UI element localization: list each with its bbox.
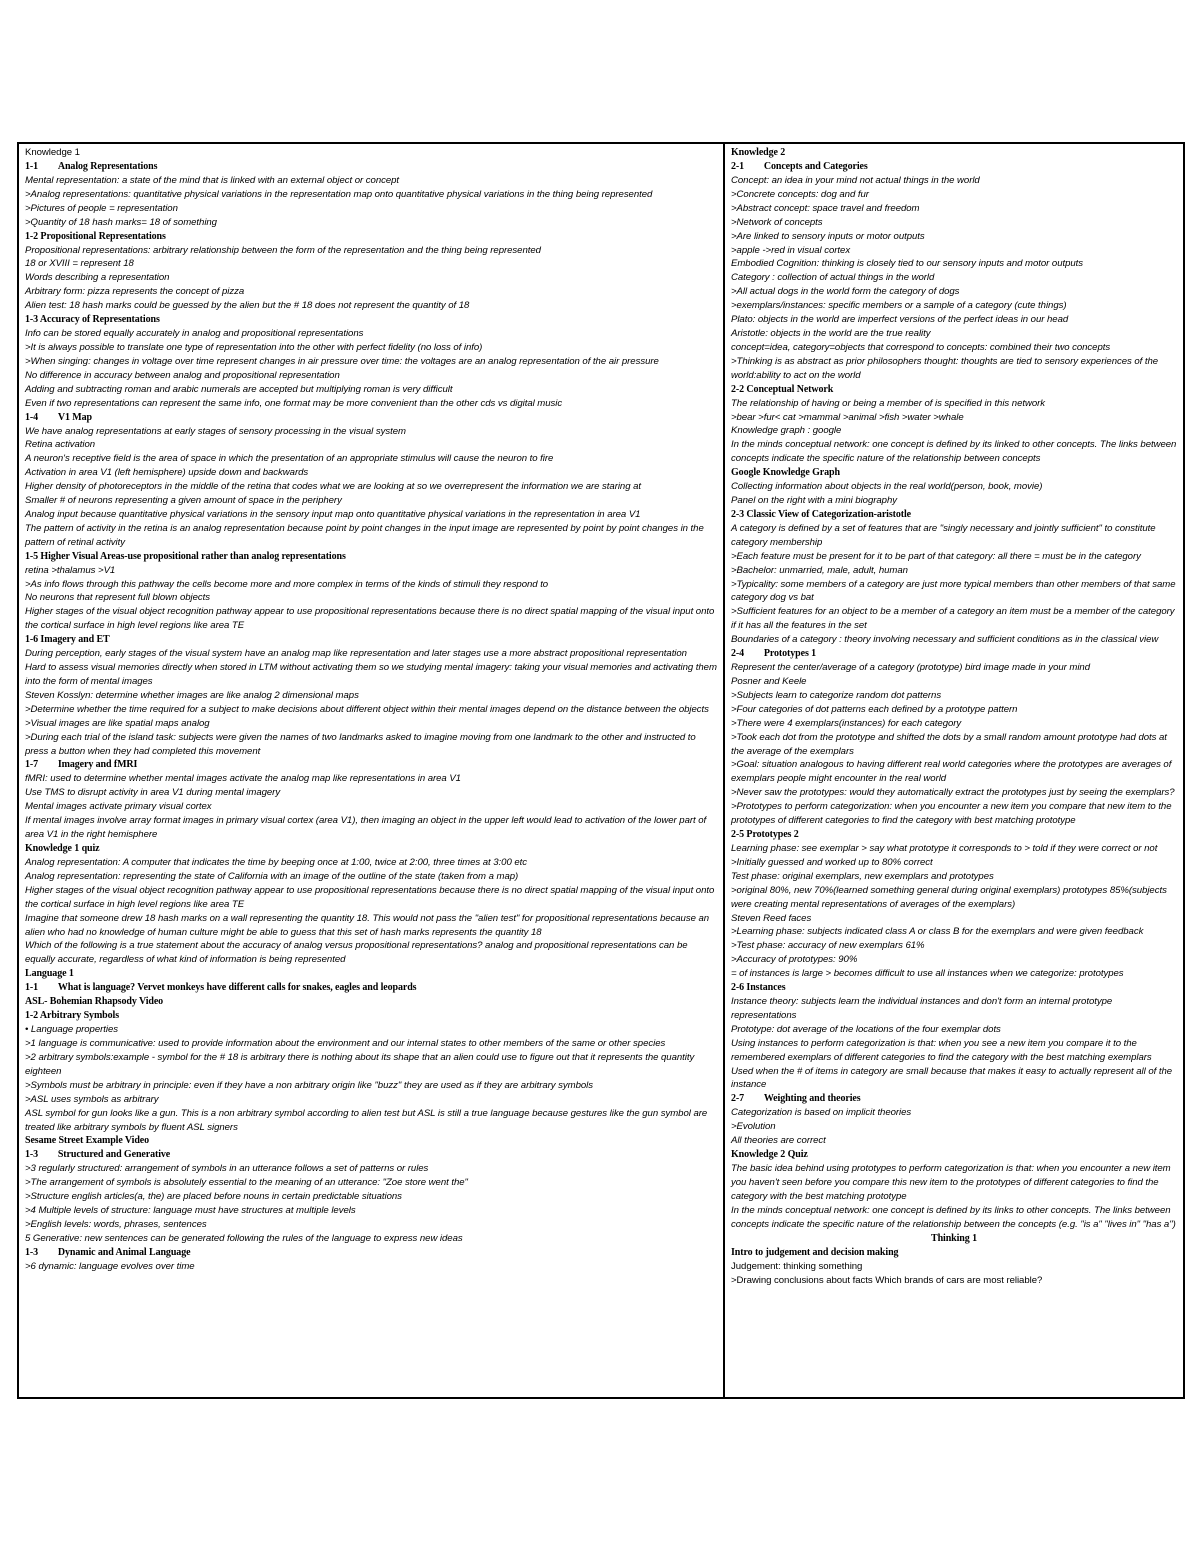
note-line: In the minds conceptual network: one concept is defined by its linked to other concepts. The links between concepts indicate the specific nature of the relationship between concepts <box>731 439 1177 465</box>
note-line: >bear >fur< cat >mammal >animal >fish >water >whale <box>731 411 964 423</box>
note-line: Represent the center/average of a category (prototype) bird image made in your mind <box>731 662 1091 674</box>
note-line: >English levels: words, phrases, sentences <box>25 1219 207 1231</box>
note-line: >Are linked to sensory inputs or motor outputs <box>731 230 925 242</box>
section-heading: Knowledge 2 Quiz <box>731 1149 808 1161</box>
section-heading: Sesame Street Example Video <box>25 1135 150 1147</box>
note-line: >6 dynamic: language evolves over time <box>25 1260 195 1272</box>
note-line: >During each trial of the island task: subjects were given the names of two landmarks asked to imagine moving from one landmark to the other and instructed to press a button when they had completed this movement <box>25 731 696 757</box>
note-line: Activation in area V1 (left hemisphere) upside down and backwards <box>25 467 309 479</box>
note-line: Adding and subtracting roman and arabic numerals are accepted but multiplying roman is very difficult <box>25 383 453 395</box>
section-heading: Thinking 1 <box>931 1232 977 1244</box>
note-line: Categorization is based on implicit theories <box>731 1107 912 1119</box>
note-line: Which of the following is a true statement about the accuracy of analog versus propositional representations? analog and propositional representations can be equally accurate, regardless of what kind of information is being represented <box>25 940 688 966</box>
section-heading: 1-3 Structured and Generative <box>25 1149 171 1161</box>
section-heading: 1-3 Accuracy of Representations <box>25 314 160 326</box>
note-line: fMRI: used to determine whether mental images activate the analog map like representations in area V1 <box>25 773 461 785</box>
note-line: >2 arbitrary symbols:example - symbol for the # 18 is arbitrary there is nothing about its shape that an alien could use to figure out that it represents the quantity eighteen <box>25 1052 695 1077</box>
note-line: Using instances to perform categorization is that: when you see a new item you compare it to the remembered exemplars of different categories to find the category with the best matching exemplars <box>731 1037 1152 1063</box>
note-line: 5 Generative: new sentences can be generated following the rules of the language to express new ideas <box>25 1233 463 1244</box>
note-line: >It is always possible to translate one type of representation into the other with perfect fidelity (no loss of info) <box>25 341 483 353</box>
section-heading: 1-3 Dynamic and Animal Language <box>25 1246 191 1258</box>
note-line: Panel on the right with a mini biography <box>731 495 897 507</box>
notes-sheet <box>17 142 1185 1399</box>
note-line: Steven Reed faces <box>731 912 812 924</box>
note-line: >Network of concepts <box>731 216 823 228</box>
note-line: >Four categories of dot patterns each defined by a prototype pattern <box>731 703 1018 715</box>
note-line: Retina activation <box>25 439 96 451</box>
section-heading: 2-5 Prototypes 2 <box>731 828 799 840</box>
section-heading: 2-2 Conceptual Network <box>731 383 834 395</box>
note-line: >Goal: situation analogous to having different real world categories where the prototypes are averages of exemplars people might encounter in the real world <box>731 759 1172 785</box>
note-line: Propositional representations: arbitrary relationship between the form of the representation and the thing being represented <box>25 244 541 256</box>
note-line: >Sufficient features for an object to be a member of a category an item must be a member of the category if it has all the features in the set <box>731 606 1175 632</box>
note-line: >Subjects learn to categorize random dot patterns <box>731 689 942 701</box>
note-line: >Thinking is as abstract as prior philosophers thought: thoughts are tied to sensory experiences of the world:ability to act on the world <box>731 355 1159 381</box>
note-line: >Learning phase: subjects indicated class A or class B for the exemplars and were given feedback <box>731 926 1144 938</box>
note-line: >4 Multiple levels of structure: language must have structures at multiple levels <box>25 1205 356 1217</box>
section-heading: 1-1 What is language? Vervet monkeys have different calls for snakes, eagles and leopards <box>25 982 417 994</box>
note-line: >Evolution <box>731 1121 776 1133</box>
note-line: >Abstract concept: space travel and freedom <box>731 202 920 214</box>
section-heading: ASL- Bohemian Rhapsody Video <box>25 996 164 1008</box>
note-line: >There were 4 exemplars(instances) for each category <box>731 717 962 729</box>
section-heading: 2-6 Instances <box>731 982 786 994</box>
note-line: Even if two representations can represent the same info, one format may be more convenient than the other cds vs digital music <box>25 397 563 409</box>
note-line: >Concrete concepts: dog and fur <box>731 188 869 200</box>
note-line: Higher stages of the visual object recognition pathway appear to use propositional representations because there is no direct spatial mapping of the visual input onto the cortical surface in high level regions like area TE <box>25 606 715 632</box>
right-column <box>725 144 1183 1397</box>
note-line: >Typicality: some members of a category are just more typical members than other members of that same category dog vs bat <box>731 578 1176 604</box>
note-line: >Structure english articles(a, the) are placed before nouns in certain predictable situations <box>25 1191 402 1203</box>
note-line: Learning phase: see exemplar > say what prototype it corresponds to > told if they were correct or not <box>731 842 1158 854</box>
note-line: ASL symbol for gun looks like a gun. This is a non arbitrary symbol according to alien test but ASL is still a true language because gestures like the gun symbol are treated like arbitrary symbols by fluent ASL signers <box>25 1107 708 1133</box>
note-line: >Prototypes to perform categorization: when you encounter a new item you compare that new item to the prototypes of different categories to find the category with best matching prototype <box>731 801 1172 827</box>
note-line: >Analog representations: quantitative physical variations in the representation map onto quantitative physical variations in the thing being represented <box>25 188 653 200</box>
note-line: • Language properties <box>25 1024 118 1036</box>
note-line: Info can be stored equally accurately in analog and propositional representations <box>25 328 364 340</box>
note-line: >Each feature must be present for it to be part of that category: all there = must be in the category <box>731 550 1141 562</box>
section-heading: Language 1 <box>25 968 74 980</box>
note-line: >original 80%, new 70%(learned something general during original exemplars) prototypes 85%(subjects were creating mental representations of averages of the exemplars) <box>731 884 1167 910</box>
note-line: Boundaries of a category : theory involving necessary and sufficient conditions as in the classical view <box>731 634 1159 646</box>
note-line: Higher density of photoreceptors in the middle of the retina that codes what we are looking at so we overrepresent the information we are staring at <box>25 481 642 493</box>
note-line: >Accuracy of prototypes: 90% <box>731 954 858 966</box>
note-line: Knowledge 1 <box>25 147 80 158</box>
note-line: 18 or XVIII = represent 18 <box>25 258 134 270</box>
note-line: >Never saw the prototypes: would they automatically extract the prototypes just by seeing the exemplars? <box>731 787 1175 799</box>
section-heading: 1-7 Imagery and fMRI <box>25 759 138 771</box>
section-heading: Knowledge 2 <box>731 147 786 158</box>
note-line: >3 regularly structured: arrangement of symbols in an utterance follows a set of patterns or rules <box>25 1163 429 1175</box>
section-heading: 1-6 Imagery and ET <box>25 634 110 646</box>
section-heading: 2-7 Weighting and theories <box>731 1093 861 1105</box>
note-line: The basic idea behind using prototypes to perform categorization is that: when you encounter a new item you haven't seen before you compare this new item to the prototypes of different categories to find the category with the best matching prototype <box>731 1163 1171 1202</box>
note-line: Judgement: thinking something <box>731 1260 863 1272</box>
note-line: No difference in accuracy between analog and propositional representation <box>25 369 340 381</box>
note-line: A category is defined by a set of features that are "singly necessary and jointly sufficient" to constitute category membership <box>731 522 1156 548</box>
note-line: Collecting information about objects in the real world(person, book, movie) <box>731 481 1043 493</box>
note-line: >Visual images are like spatial maps analog <box>25 717 210 729</box>
note-line: >exemplars/instances: specific members or a sample of a category (cute things) <box>731 300 1067 312</box>
note-line: concept=idea, category=objects that correspond to concepts: combined their two concepts <box>731 341 1111 353</box>
section-heading: 1-1 Analog Representations <box>25 160 158 172</box>
note-line: >apple ->red in visual cortex <box>731 244 851 256</box>
note-line: Use TMS to disrupt activity in area V1 during mental imagery <box>25 787 281 799</box>
note-line: Embodied Cognition: thinking is closely tied to our sensory inputs and motor outputs <box>731 258 1084 270</box>
section-heading: 2-1 Concepts and Categories <box>731 161 868 172</box>
note-line: The relationship of having or being a member of is specified in this network <box>731 397 1046 409</box>
section-heading: 2-4 Prototypes 1 <box>731 648 817 660</box>
note-line: Analog input because quantitative physical variations in the sensory input map onto quantitative physical variations in the representation in area V1 <box>25 508 641 520</box>
section-heading: 1-2 Propositional Representations <box>25 230 166 242</box>
note-line: Alien test: 18 hash marks could be guessed by the alien but the # 18 does not represent the quantity of 18 <box>25 300 470 312</box>
note-line: Smaller # of neurons representing a given amount of space in the periphery <box>25 495 342 507</box>
note-line: >ASL uses symbols as arbitrary <box>25 1093 159 1105</box>
section-heading: 1-5 Higher Visual Areas-use propositional rather than analog representations <box>25 550 346 562</box>
note-line: All theories are correct <box>731 1135 826 1147</box>
note-line: >Drawing conclusions about facts Which brands of cars are most reliable? <box>731 1274 1043 1286</box>
note-line: Higher stages of the visual object recognition pathway appear to use propositional representations because there is no direct spatial mapping of the visual input onto the cortical surface in high level regions like area TE <box>25 884 715 910</box>
note-line: We have analog representations at early stages of sensory processing in the visual system <box>25 425 406 437</box>
note-line: Plato: objects in the world are imperfect versions of the perfect ideas in our head <box>731 314 1069 326</box>
note-line: >Determine whether the time required for a subject to make decisions about different object within their mental images depend on the distance between the objects <box>25 703 709 715</box>
note-line: Prototype: dot average of the locations of the four exemplar dots <box>731 1023 1001 1035</box>
note-line: Knowledge graph : google <box>731 425 842 437</box>
note-line: Mental images activate primary visual cortex <box>25 801 212 813</box>
note-line: Analog representation: representing the state of California with an image of the outline of the state (taken from a map) <box>25 870 519 882</box>
note-line: >When singing: changes in voltage over time represent changes in air pressure over time: the voltages are an analog representation of the air pressure <box>25 355 659 367</box>
note-line: Steven Kosslyn: determine whether images are like analog 2 dimensional maps <box>25 689 359 701</box>
note-line: Hard to assess visual memories directly when stored in LTM without activating them so we studying mental imagery: taking your visual memories and activating them into the form of mental images <box>25 662 717 687</box>
note-line: >Initially guessed and worked up to 80% correct <box>731 856 933 868</box>
note-line: Aristotle: objects in the world are the true reality <box>731 327 931 339</box>
note-line: No neurons that represent full blown objects <box>25 592 210 604</box>
note-line: During perception, early stages of the visual system have an analog map like representation and later stages use a more abstract propositional representation <box>25 648 687 660</box>
note-line: A neuron's receptive field is the area of space in which the presentation of an appropriate stimulus will cause the neuron to fire <box>25 453 554 465</box>
note-line: Mental representation: a state of the mind that is linked with an external object or concept <box>25 174 400 186</box>
note-line: retina >thalamus >V1 <box>25 564 116 576</box>
section-heading: Google Knowledge Graph <box>731 467 840 479</box>
note-line: Words describing a representation <box>25 272 170 284</box>
note-line: >All actual dogs in the world form the category of dogs <box>731 286 960 298</box>
section-heading: 2-3 Classic View of Categorization-aristotle <box>731 508 911 520</box>
note-line: Posner and Keele <box>731 676 807 687</box>
note-line: >Quantity of 18 hash marks= 18 of something <box>25 216 217 228</box>
section-heading: Intro to judgement and decision making <box>731 1246 899 1258</box>
note-line: In the minds conceptual network: one concept is defined by its links to other concepts. The links between concepts indicate the specific nature of the relationship between the concepts (e.g. "is a" "lives in" "has a") <box>731 1204 1176 1230</box>
note-line: = of instances is large > becomes difficult to use all instances when we categorize: prototypes <box>731 968 1124 980</box>
section-heading: 1-4 V1 Map <box>25 411 92 423</box>
note-line: Used when the # of items in category are small because that makes it easy to actually represent all of the instance <box>731 1065 1173 1091</box>
note-line: >Pictures of people = representation <box>25 202 178 214</box>
note-line: >Took each dot from the prototype and shifted the dots by a small random amount prototype had dots at the average of the exemplars <box>731 731 1167 757</box>
note-line: >Bachelor: unmarried, male, adult, human <box>731 564 908 576</box>
note-line: >1 language is communicative: used to provide information about the environment and our internal states to other members of the same or other species <box>25 1038 666 1050</box>
note-line: Test phase: original exemplars, new exemplars and prototypes <box>731 870 994 882</box>
note-line: Category : collection of actual things in the world <box>731 272 935 284</box>
note-line: >As info flows through this pathway the cells become more and more complex in terms of the kinds of stimuli they respond to <box>25 578 549 590</box>
note-line: Imagine that someone drew 18 hash marks on a wall representing the quantity 18. This would not pass the "alien test" for propositional representations because an alien who had no knowledge of human culture might be able to guess that this set of hash marks represents the quantity 18 <box>25 912 710 938</box>
section-heading: Knowledge 1 quiz <box>25 842 100 854</box>
note-line: Concept: an idea in your mind not actual things in the world <box>731 175 980 186</box>
section-heading: 1-2 Arbitrary Symbols <box>25 1010 120 1022</box>
note-line: Arbitrary form: pizza represents the concept of pizza <box>25 286 245 298</box>
note-line: If mental images involve array format images in primary visual cortex (area V1), then imaging an object in the upper left would lead to activation of the lower part of area V1 in the right hemisphere <box>25 815 707 841</box>
note-line: >Symbols must be arbitrary in principle: even if they have a non arbitrary origin like "buzz" they are used as if they are arbitrary symbols <box>25 1079 593 1091</box>
note-line: Analog representation: A computer that indicates the time by beeping once at 1:00, twice at 2:00, three times at 3:00 etc <box>25 856 528 868</box>
note-line: The pattern of activity in the retina is an analog representation because point by point changes in the input image are represented by point by point changes in the pattern of retinal activity <box>25 522 704 548</box>
note-line: >The arrangement of symbols is absolutely essential to the meaning of an utterance: "Zoe store went the" <box>25 1177 468 1189</box>
left-column <box>19 144 725 1397</box>
note-line: Instance theory: subjects learn the individual instances and don't form an internal prototype representations <box>731 996 1113 1021</box>
note-line: >Test phase: accuracy of new exemplars 61% <box>731 940 925 952</box>
